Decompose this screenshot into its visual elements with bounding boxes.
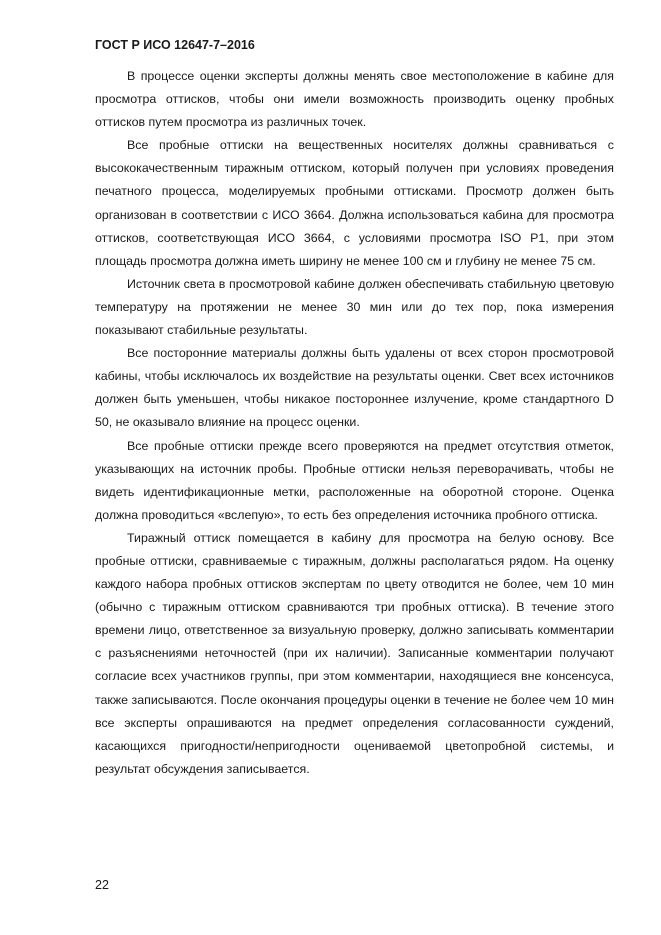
document-header: ГОСТ Р ИСО 12647-7–2016 bbox=[95, 38, 255, 52]
document-body bbox=[95, 65, 614, 781]
paragraph-evaluation-procedure: Тиражный оттиск помещается в кабину для просмотра на белую основу. Все пробные оттиски, сравниваемые с тиражным, должны располагаться рядом. На оценку каждого набора пробных оттисков экспертам по цвету отводится не более, чем 10 мин (обычно с тиражным оттиском сравниваются три пробных оттиска). В течение этого времени лицо, ответственное за визуальную проверку, должно записывать комментарии с разъяснениями неточностей (при их наличии). Записанные комментарии получают согласие всех участников группы, при этом комментарии, находящиеся вне консенсуса, также записываются. После окончания процедуры оценки в течение не более чем 10 мин все эксперты опрашиваются на предмет определения согласованности суждений, касающихся пригодности/непригодности оцениваемой цветопробной системы, и результат обсуждения записывается. bbox=[95, 530, 614, 776]
paragraph-light-source: Источник света в просмотровой кабине должен обеспечивать стабильную цветовую температуру на протяжении не менее 30 мин или до тех пор, пока измерения показывают стабильные результаты. bbox=[95, 276, 614, 338]
paragraph-blind-evaluation: Все пробные оттиски прежде всего проверяются на предмет отсутствия отметок, указывающих на источник пробы. Пробные оттиски нельзя переворачивать, чтобы не видеть идентификационные метки, расположенные на оборотной стороне. Оценка должна проводиться «вслепую», то есть без определения источника пробного оттиска. bbox=[95, 438, 614, 522]
paragraph-extraneous-materials: Все посторонние материалы должны быть удалены от всех сторон просмотровой кабины, чтобы исключалось их воздействие на результаты оценки. Свет всех источников должен быть уменьшен, чтобы никакое постороннее излучение, кроме стандартного D 50, не оказывало влияние на процесс оценки. bbox=[95, 346, 614, 430]
paragraph-comparison-conditions: Все пробные оттиски на вещественных носителях должны сравниваться с высококачественным тиражным оттиском, который получен при условиях проведения печатного процесса, моделируемых пробными оттисками. Просмотр должен быть организован в соответствии с ИСО 3664. Должна использоваться кабина для просмотра оттисков, соответствующая ИСО 3664, с условиями просмотра ISO P1, при этом площадь просмотра должна иметь ширину не менее 100 см и глубину не менее 75 см. bbox=[95, 138, 614, 268]
page-number: 22 bbox=[95, 878, 109, 892]
paragraph-viewing-position: В процессе оценки эксперты должны менять свое местоположение в кабине для просмотра оттисков, чтобы они имели возможность производить оценку пробных оттисков путем просмотра из различных точек. bbox=[95, 69, 614, 130]
